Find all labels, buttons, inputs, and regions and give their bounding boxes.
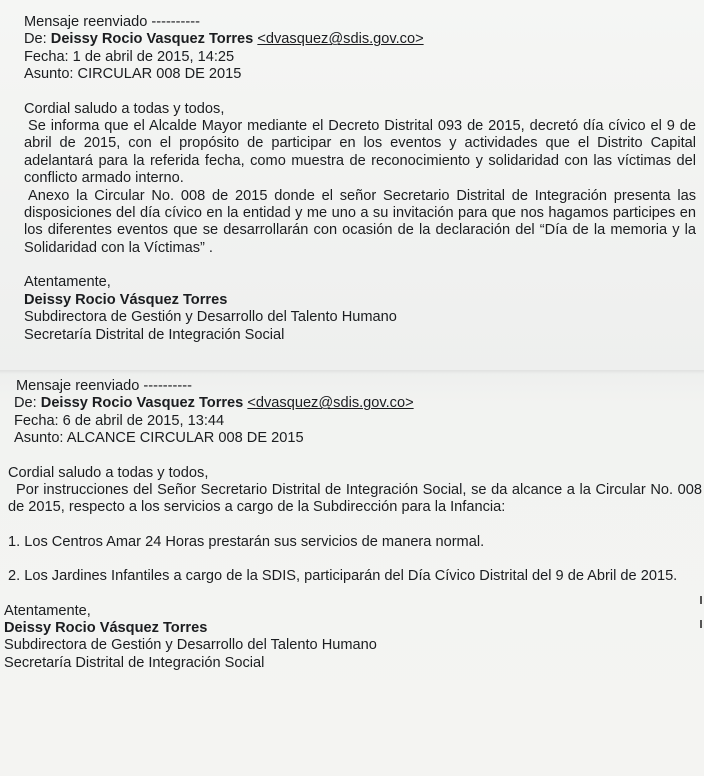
margin-mark <box>700 596 702 604</box>
from-label: De: <box>24 31 47 48</box>
list-item-2: 2. Los Jardines Infantiles a cargo de la SDIS, participarán del Día Cívico Distrital del 9 de Abril de 2015. <box>8 568 678 585</box>
signer-name: Deissy Rocio Vásquez Torres <box>24 291 228 308</box>
from-line <box>24 31 696 48</box>
forward-header: Mensaje reenviado ---------- <box>24 14 200 30</box>
from-label: De: <box>14 395 37 412</box>
page-fold <box>0 370 704 374</box>
greeting: Cordial saludo a todas y todos, <box>8 464 209 481</box>
date-line: Fecha: 1 de abril de 2015, 14:25 <box>24 48 235 65</box>
sender-name: Deissy Rocio Vasquez Torres <box>40 395 244 412</box>
body-paragraph-2: Anexo la Circular No. 008 de 2015 donde el señor Secretario Distrital de Integración presenta las disposiciones del día cívico en la entidad y me uno a su invitación para que nos hagamos participes en los diferentes eventos que se desarrollarán con ocasión de la declaración del “Día de la memoria y la Solidaridad con la Víctimas” . <box>24 187 696 256</box>
from-line <box>4 395 702 412</box>
body-paragraph-1: Por instrucciones del Señor Secretario Distrital de Integración Social, se da alcance a la Circular No. 008 de 2015, respecto a los servicios a cargo de la Subdirección para la Infancia: <box>8 482 702 516</box>
sender-name: Deissy Rocio Vasquez Torres <box>50 31 254 48</box>
subject-line: Asunto: CIRCULAR 008 DE 2015 <box>24 66 242 83</box>
signer-organization: Secretaría Distrital de Integración Social <box>24 326 285 343</box>
subject-line: Asunto: ALCANCE CIRCULAR 008 DE 2015 <box>14 430 304 447</box>
date-line: Fecha: 6 de abril de 2015, 13:44 <box>14 412 225 429</box>
forwarded-email-1 <box>24 14 696 344</box>
closing: Atentamente, <box>24 274 111 291</box>
signer-title: Subdirectora de Gestión y Desarrollo del Talento Humano <box>4 637 377 654</box>
signer-title: Subdirectora de Gestión y Desarrollo del Talento Humano <box>24 309 397 326</box>
forward-header: Mensaje reenviado ---------- <box>16 378 192 394</box>
sender-email[interactable]: <dvasquez@sdis.gov.co> <box>257 31 424 48</box>
greeting: Cordial saludo a todas y todos, <box>24 100 225 117</box>
margin-mark <box>700 620 702 628</box>
signer-name: Deissy Rocio Vásquez Torres <box>4 620 208 637</box>
signer-organization: Secretaría Distrital de Integración Social <box>4 654 265 671</box>
forwarded-email-2 <box>4 378 702 672</box>
closing: Atentamente, <box>4 602 91 619</box>
body-paragraph-1: Se informa que el Alcalde Mayor mediante el Decreto Distrital 093 de 2015, decretó día cívico el 9 de abril de 2015, con el propósito de participar en los eventos y actividades que el Distrito Capital adelantará para la referida fecha, como muestra de reconocimiento y solidaridad con las víctimas del conflicto armado interno. <box>24 118 696 187</box>
sender-email[interactable]: <dvasquez@sdis.gov.co> <box>247 395 414 412</box>
list-item-1: 1. Los Centros Amar 24 Horas prestarán sus servicios de manera normal. <box>8 533 485 550</box>
